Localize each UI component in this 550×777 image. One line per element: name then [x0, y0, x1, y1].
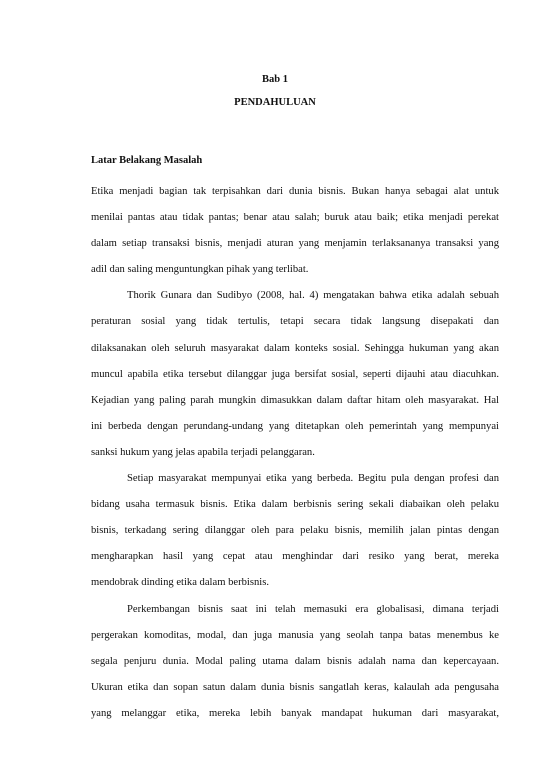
- text-line: segala penjuru dunia. Modal paling utama dalam bisnis adalah nama dan kepercayaan.: [91, 655, 499, 667]
- text-line: adil dan saling menguntungkan pihak yang terlibat.: [91, 264, 309, 276]
- text-line: Setiap masyarakat mempunyai etika yang berbeda. Begitu pula dengan profesi dan: [127, 473, 499, 485]
- text-line: peraturan sosial yang tidak tertulis, tetapi secara tidak langsung disepakati dan: [91, 316, 499, 328]
- text-line: mengharapkan hasil yang cepat atau menghindar dari resiko yang berat, mereka: [91, 551, 499, 563]
- text-line: bidang usaha termasuk bisnis. Etika dalam berbisnis sering sekali diabaikan oleh pelaku: [91, 499, 499, 511]
- text-line: muncul apabila etika tersebut dilanggar juga bersifat sosial, seperti dijauhi atau diacuhkan.: [91, 368, 499, 380]
- text-line: sanksi hukum yang jelas apabila terjadi pelanggaran.: [91, 446, 315, 458]
- text-line: dalam setiap transaksi bisnis, menjadi aturan yang menjamin terlaksananya transaksi yang: [91, 238, 499, 250]
- text-line: yang melanggar etika, mereka lebih banyak mandapat hukuman dari masyarakat,: [91, 707, 499, 719]
- text-line: Ukuran etika dan sopan satun dalam dunia bisnis sangatlah keras, kalaulah ada pengusaha: [91, 681, 499, 693]
- text-line: Kejadian yang paling parah mungkin dimasukkan dalam daftar hitam oleh masyarakat. Hal: [91, 394, 499, 406]
- text-line: Etika menjadi bagian tak terpisahkan dari dunia bisnis. Bukan hanya sebagai alat untuk: [91, 186, 499, 197]
- paragraph: [91, 466, 499, 596]
- text-line: Perkembangan bisnis saat ini telah memasuki era globalisasi, dimana terjadi: [127, 603, 499, 615]
- text-line: Thorik Gunara dan Sudibyo (2008, hal. 4) mengatakan bahwa etika adalah sebuah: [127, 290, 499, 302]
- text-line: dilaksanakan oleh seluruh masyarakat dalam konteks sosial. Sehingga hukuman yang akan: [91, 342, 499, 354]
- text-line: pergerakan komoditas, modal, dan juga manusia yang seolah tanpa batas menembus ke: [91, 629, 499, 641]
- chapter-number: Bab 1: [262, 74, 288, 85]
- text-line: bisnis, terkadang sering dilanggar oleh para pelaku bisnis, memilih jalan pintas dengan: [91, 525, 499, 537]
- section-heading: Latar Belakang Masalah: [91, 155, 203, 166]
- text-line: ini berbeda dengan perundang-undang yang ditetapkan oleh pemerintah yang mempunyai: [91, 420, 499, 432]
- chapter-title: PENDAHULUAN: [234, 97, 316, 108]
- body-text: [91, 179, 499, 727]
- paragraph: [91, 179, 499, 283]
- paragraph: [91, 597, 499, 727]
- text-line: menilai pantas atau tidak pantas; benar atau salah; buruk atau baik; etika menjadi perekat: [91, 212, 499, 224]
- paragraph: [91, 283, 499, 466]
- text-line: mendobrak dinding etika dalam berbisnis.: [91, 577, 269, 589]
